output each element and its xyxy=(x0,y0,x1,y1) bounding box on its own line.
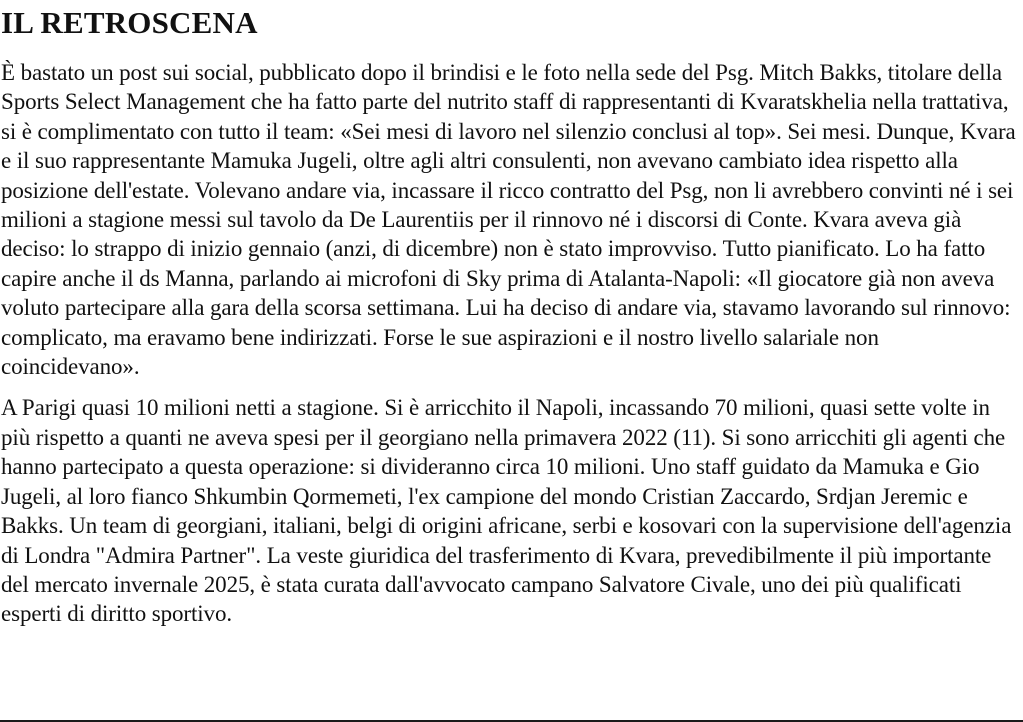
article-paragraph-1: È bastato un post sui social, pubblicato dopo il brindisi e le foto nella sede del Psg. Mitch Bakks, titolare della Sports Select Management che ha fatto parte del nutrito staff di rappresentanti di Kvaratskhelia nella trattativa, si è complimentato con tutto il team: «Sei mesi di lavoro nel silenzio conclusi al top». Sei mesi. Dunque, Kvara e il suo rappresentante Mamuka Jugeli, oltre agli altri consulenti, non avevano cambiato idea rispetto alla posizione dell'estate. Volevano andare via, incassare il ricco contratto del Psg, non li avrebbero convinti né i sei milioni a stagione messi sul tavolo da De Laurentiis per il rinnovo né i discorsi di Conte. Kvara aveva già deciso: lo strappo di inizio gennaio (anzi, di dicembre) non è stato improvviso. Tutto pianificato. Lo ha fatto capire anche il ds Manna, parlando ai microfoni di Sky prima di Atalanta-Napoli: «Il giocatore già non aveva voluto partecipare alla gara della scorsa settimana. Lui ha deciso di andare via, stavamo lavorando sul rinnovo: complicato, ma eravamo bene indirizzati. Forse le sue aspirazioni e il nostro livello salariale non coincidevano». xyxy=(1,60,1016,380)
section-heading: IL RETROSCENA xyxy=(1,5,258,40)
article-paragraph-2: A Parigi quasi 10 milioni netti a stagione. Si è arricchito il Napoli, incassando 70 milioni, quasi sette volte in più rispetto a quanti ne aveva spesi per il georgiano nella primavera 2022 (11). Si sono arricchiti gli agenti che hanno partecipato a questa operazione: si divideranno circa 10 milioni. Uno staff guidato da Mamuka e Gio Jugeli, al loro fianco Shkumbin Qormemeti, l'ex campione del mondo Cristian Zaccardo, Srdjan Jeremic e Bakks. Un team di georgiani, italiani, belgi di origini africane, serbi e kosovari con la supervisione dell'agenzia di Londra "Admira Partner". La veste giuridica del trasferimento di Kvara, prevedibilmente il più importante del mercato invernale 2025, è stata curata dall'avvocato campano Salvatore Civale, uno dei più qualificati esperti di diritto sportivo. xyxy=(1,395,1012,627)
